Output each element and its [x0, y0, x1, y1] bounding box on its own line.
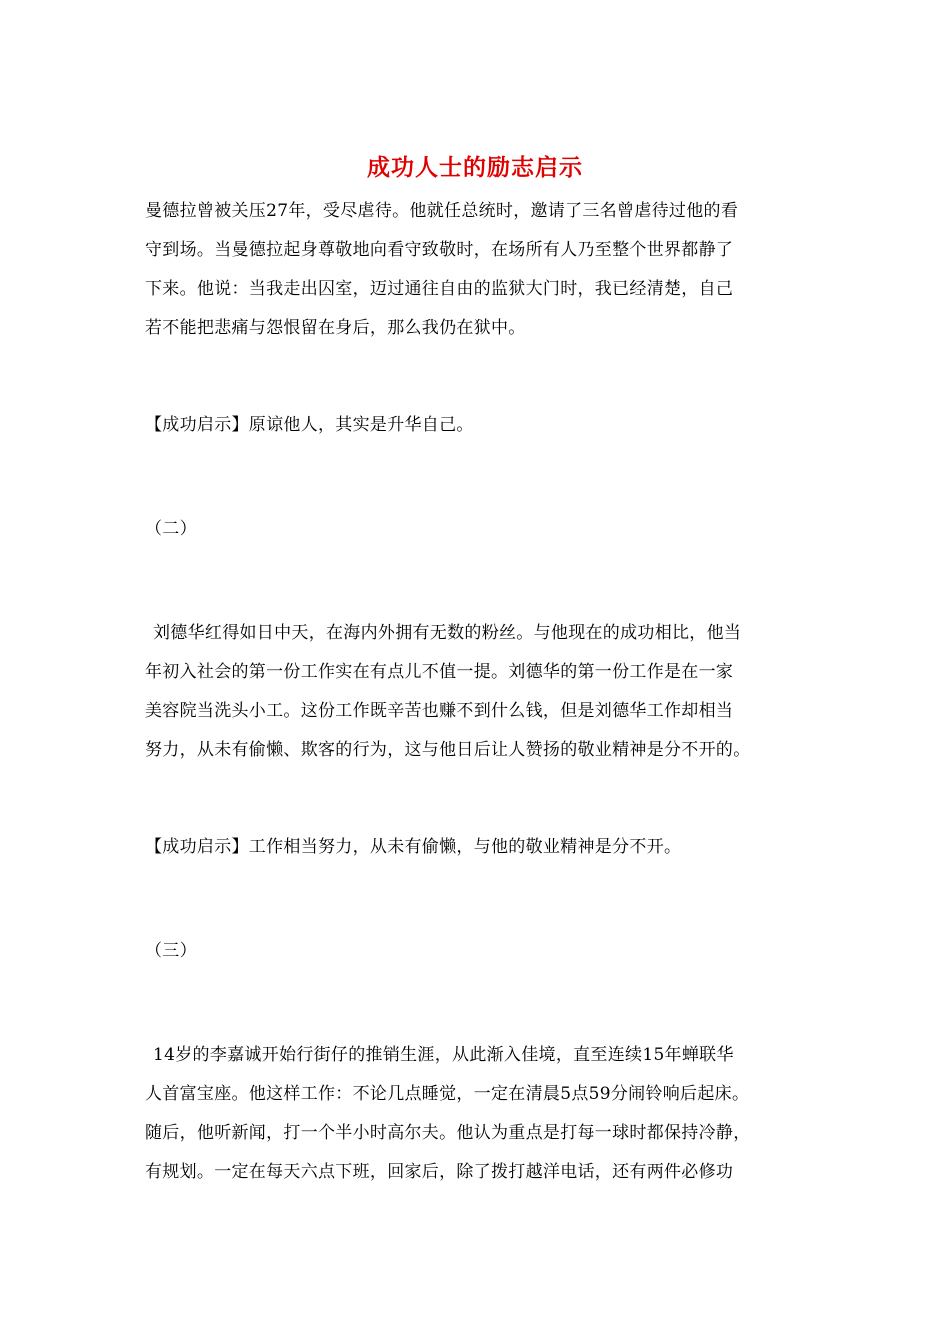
paragraph-line: 人首富宝座。他这样工作：不论几点睡觉，一定在清晨5点59分闹铃响后起床。	[145, 1084, 750, 1104]
paragraph-line: 有规划。一定在每天六点下班，回家后，除了拨打越洋电话，还有两件必修功	[145, 1162, 734, 1182]
paragraph-line: 若不能把悲痛与怨恨留在身后，那么我仍在狱中。	[145, 318, 526, 338]
section-heading: （三）	[145, 941, 197, 961]
paragraph-li-ka-shing	[145, 1036, 817, 1192]
insight-line: 【成功启示】原谅他人，其实是升华自己。	[145, 415, 474, 435]
paragraph-line: 随后，他听新闻，打一个半小时高尔夫。他认为重点是打每一球时都保持冷静，	[145, 1123, 751, 1143]
paragraph-line: 年初入社会的第一份工作实在有点儿不值一提。刘德华的第一份工作是在一家	[145, 662, 734, 682]
paragraph-line: 曼德拉曾被关压27年，受尽虐待。他就任总统时，邀请了三名曾虐待过他的看	[145, 201, 739, 221]
paragraph-andy-lau	[145, 614, 817, 770]
paragraph-line: 刘德华红得如日中天，在海内外拥有无数的粉丝。与他现在的成功相比，他当	[153, 623, 742, 643]
insight-one	[145, 406, 817, 445]
document-title: 成功人士的励志启示	[367, 154, 583, 181]
paragraph-line: 美容院当洗头小工。这份工作既辛苦也赚不到什么钱，但是刘德华工作却相当	[145, 701, 734, 721]
paragraph-line: 下来。他说：当我走出囚室，迈过通往自由的监狱大门时，我已经清楚，自己	[145, 279, 734, 299]
section-heading-two	[145, 510, 817, 549]
insight-line: 【成功启示】工作相当努力，从未有偷懒，与他的敬业精神是分不开。	[145, 837, 682, 857]
paragraph-line: 14岁的李嘉诚开始行街仔的推销生涯，从此渐入佳境，直至连续15年蝉联华	[153, 1045, 734, 1065]
insight-two	[145, 828, 817, 867]
paragraph-mandela	[145, 192, 817, 348]
paragraph-line: 守到场。当曼德拉起身尊敬地向看守致敬时，在场所有人乃至整个世界都静了	[145, 240, 734, 260]
section-heading: （二）	[145, 519, 197, 539]
section-heading-three	[145, 932, 817, 971]
paragraph-line: 努力，从未有偷懒、欺客的行为，这与他日后让人赞扬的敬业精神是分不开的。	[145, 740, 751, 760]
